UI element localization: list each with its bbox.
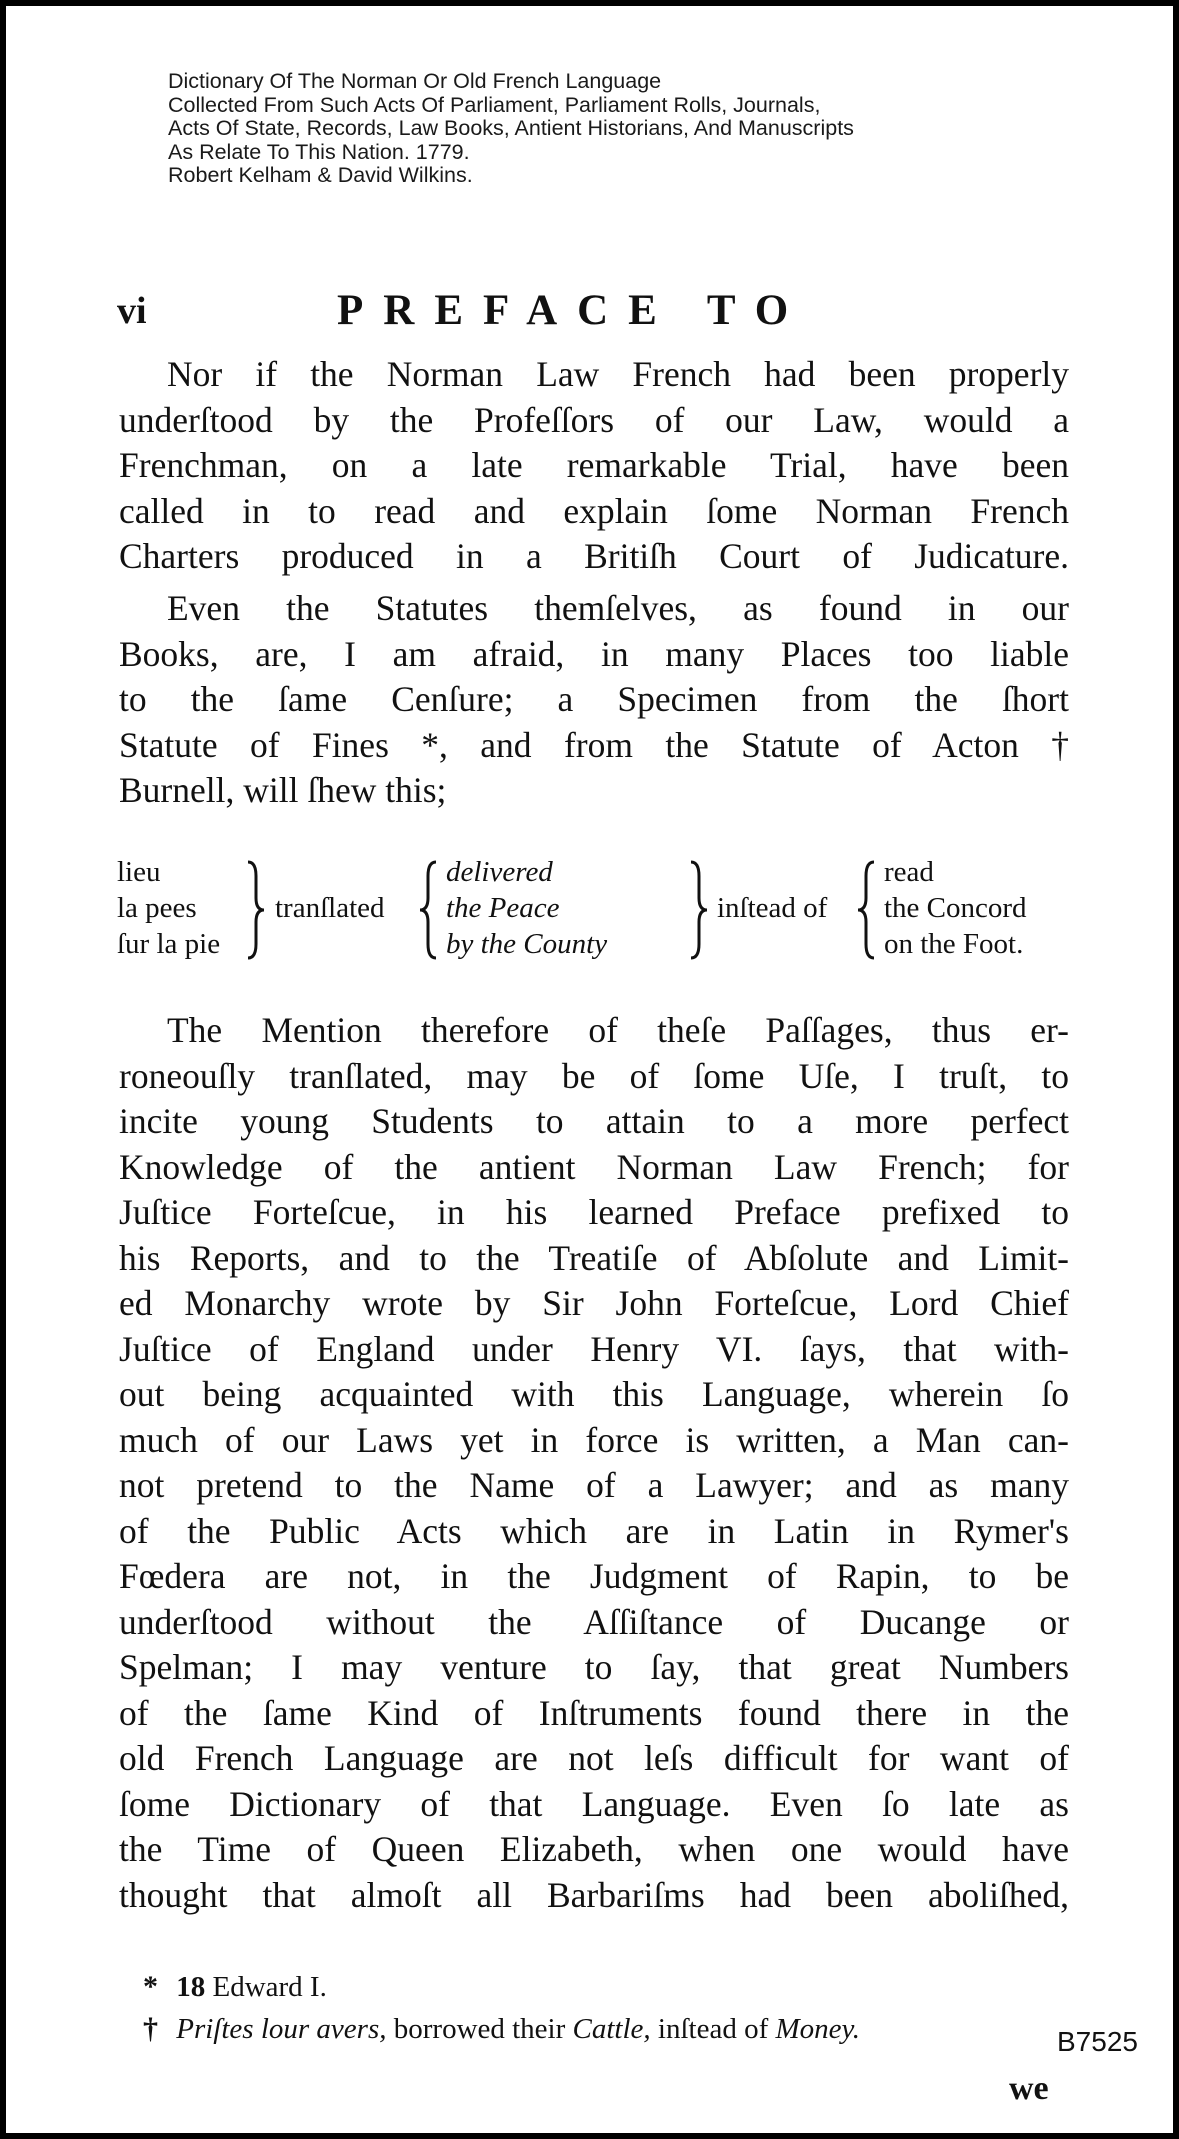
text-line: old French Language are not leſs difficult for want of	[119, 1738, 1069, 1778]
footnote-number: 18	[176, 1971, 206, 2003]
text-line: Knowledge of the antient Norman Law French; for	[119, 1146, 1069, 1187]
catchword: we	[1009, 2070, 1049, 2107]
text-line: Charters produced in a Britiſh Court of Judicature.	[119, 536, 1069, 576]
text-line: roneouſly tranſlated, may be of ſome Uſe, I truſt, to	[119, 1055, 1069, 1096]
paragraph-2	[119, 586, 1069, 814]
footnote-text: inſtead of	[657, 2013, 769, 2045]
book-page	[6, 6, 1173, 2133]
paragraph-3	[119, 1008, 1069, 1918]
text-line: the Time of Queen Elizabeth, when one would have	[119, 1829, 1069, 1869]
right-brace-icon	[244, 858, 268, 962]
plate-id: B7525	[1057, 2026, 1138, 2057]
dagger-mark: †	[143, 2012, 158, 2045]
text-line: Statute of Fines *, and from the Statute of Acton †	[119, 724, 1069, 765]
left-brace-icon	[416, 858, 440, 962]
text-line: called in to read and explain ſome Norman French	[119, 490, 1069, 531]
right-brace-icon	[687, 858, 711, 962]
header-line: Dictionary Of The Norman Or Old French Language	[168, 69, 662, 93]
text-line: his Reports, and to the Treatiſe of Abſolute and Limit-	[119, 1237, 1069, 1278]
translated-label: tranſlated	[275, 892, 385, 924]
correct-term: the Concord	[884, 892, 1027, 924]
header-line: As Relate To This Nation. 1779.	[168, 139, 470, 164]
text-line: ed Monarchy wrote by Sir John Forteſcue, Lord Chief	[119, 1283, 1069, 1323]
translated-term: by the County	[446, 928, 608, 960]
footnotes	[143, 1966, 860, 2050]
translated-term: delivered	[446, 856, 553, 888]
footnote-1	[143, 1966, 860, 2008]
footnote-text: Edward I.	[212, 1971, 327, 2003]
text-line: Juſtice Forteſcue, in his learned Preface prefixed to	[119, 1192, 1069, 1232]
original-term: lieu	[117, 856, 161, 888]
translated-terms	[446, 854, 607, 962]
footnote-word: Cattle,	[572, 2013, 651, 2045]
original-term: la pees	[117, 892, 197, 924]
correct-term: on the Foot.	[884, 928, 1024, 960]
correct-terms	[884, 854, 1027, 962]
running-title: PREFACE TO	[337, 287, 809, 334]
text-line: out being acquainted with this Language, wherein ſo	[119, 1374, 1069, 1414]
text-line: Burnell, will ſhew this;	[119, 770, 447, 810]
text-line: Nor if the Norman Law French had been properly	[167, 354, 1069, 394]
original-term: ſur la pie	[117, 928, 221, 960]
text-line: incite young Students to attain to a more perfect	[119, 1101, 1069, 1141]
footnote-2	[143, 2008, 860, 2050]
text-line: Books, are, I am afraid, in many Places too liable	[119, 633, 1069, 674]
text-line: not pretend to the Name of a Lawyer; and as many	[119, 1465, 1069, 1505]
text-line: Spelman; I may venture to ſay, that great Numbers	[119, 1647, 1069, 1687]
text-line: Even the Statutes themſelves, as found in our	[167, 588, 1069, 628]
text-line: thought that almoſt all Barbariſms had been aboliſhed,	[119, 1874, 1069, 1915]
text-line: underſtood by the Profeſſors of our Law, would a	[119, 399, 1069, 440]
header-line: Acts Of State, Records, Law Books, Antient Historians, And Manuscripts	[168, 116, 854, 140]
footnote-word: Money.	[775, 2013, 861, 2045]
text-line: of the Public Acts which are in Latin in Rymer's	[119, 1510, 1069, 1551]
footnote-phrase: Priſtes lour avers,	[176, 2013, 387, 2045]
original-terms	[117, 854, 220, 962]
text-line: Frenchman, on a late remarkable Trial, have been	[119, 445, 1069, 485]
footnote-text: borrowed their	[393, 2013, 566, 2045]
text-line: Fœdera are not, in the Judgment of Rapin, to be	[119, 1556, 1069, 1596]
specimen-table	[117, 854, 1077, 974]
text-line: The Mention therefore of theſe Paſſages, thus er-	[167, 1010, 1069, 1050]
text-line: much of our Laws yet in force is written, a Man can-	[119, 1419, 1069, 1460]
asterisk-mark: *	[143, 1970, 158, 2003]
text-line: to the ſame Cenſure; a Specimen from the ſhort	[119, 679, 1069, 719]
left-brace-icon	[854, 858, 878, 962]
correct-term: read	[884, 856, 934, 888]
translated-term: the Peace	[446, 892, 560, 924]
page-number: vi	[117, 290, 147, 332]
header-line: Collected From Such Acts Of Parliament, Parliament Rolls, Journals,	[168, 92, 821, 117]
header-caption	[168, 70, 1068, 188]
text-line: of the ſame Kind of Inſtruments found there in the	[119, 1692, 1069, 1733]
text-line: ſome Dictionary of that Language. Even ſo late as	[119, 1783, 1069, 1824]
instead-label: inſtead of	[717, 892, 828, 924]
paragraph-1	[119, 352, 1069, 580]
text-line: underſtood without the Aſſiſtance of Ducange or	[119, 1601, 1069, 1642]
text-line: Juſtice of England under Henry VI. ſays, that with-	[119, 1328, 1069, 1369]
header-line: Robert Kelham & David Wilkins.	[168, 163, 473, 187]
